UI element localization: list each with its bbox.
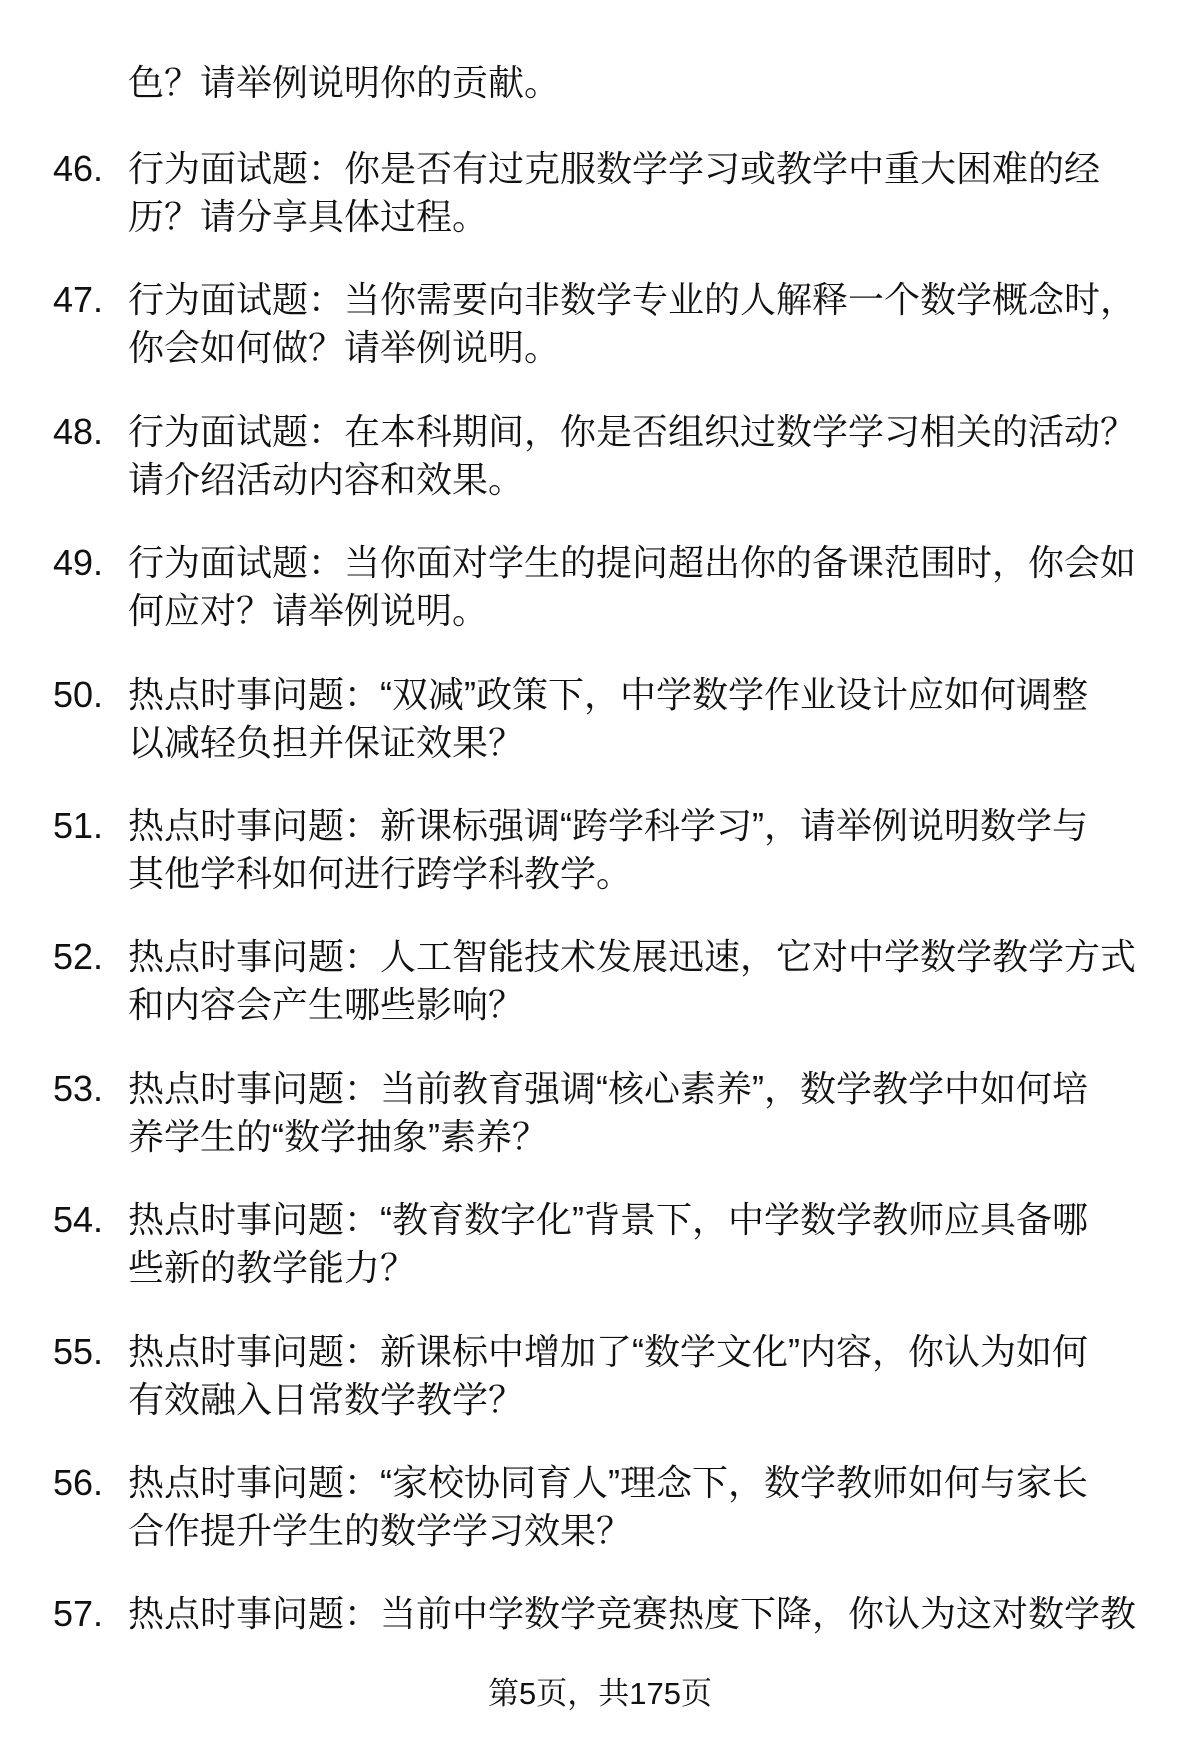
item-number: 56. xyxy=(53,1461,104,1503)
list-item xyxy=(0,276,1200,372)
list-item xyxy=(0,802,1200,898)
list-item xyxy=(0,145,1200,241)
item-text-line: 热点时事问题：当前中学数学竞赛热度下降，你认为这对数学教 xyxy=(128,1593,1137,1635)
item-text-line: 合作提升学生的数学学习效果？ xyxy=(128,1509,633,1551)
list-item xyxy=(0,539,1200,635)
item-number: 57. xyxy=(53,1593,104,1635)
item-text xyxy=(128,1328,1088,1424)
item-number: 53. xyxy=(53,1067,104,1109)
item-text-line: 些新的教学能力？ xyxy=(128,1247,417,1289)
item-text-line: 行为面试题：当你面对学生的提问超出你的备课范围时，你会如 xyxy=(128,542,1137,584)
item-number: 52. xyxy=(53,936,104,978)
item-text-line: 何应对？请举例说明。 xyxy=(128,590,489,632)
item-text-line: 行为面试题：在本科期间，你是否组织过数学学习相关的活动？ xyxy=(128,410,1137,452)
item-text-line: 其他学科如何进行跨学科教学。 xyxy=(128,852,633,894)
item-text xyxy=(128,145,1100,241)
item-number: 46. xyxy=(53,148,104,189)
item-number: 51. xyxy=(53,804,104,846)
list-item xyxy=(0,933,1200,1029)
item-text xyxy=(128,1590,1136,1638)
item-number: 47. xyxy=(53,279,104,321)
item-text-line: 行为面试题：你是否有过克服数学学习或教学中重大困难的经 xyxy=(128,148,1101,189)
continuation-text: 色？请举例说明你的贡献。 xyxy=(128,62,561,103)
item-text-line: 养学生的“数学抽象”素养？ xyxy=(128,1115,548,1157)
item-number: 50. xyxy=(53,673,104,715)
list-item xyxy=(0,1328,1200,1424)
list-item xyxy=(0,1590,1200,1686)
item-text-line: 以减轻负担并保证效果？ xyxy=(128,721,525,763)
item-text xyxy=(128,671,1088,767)
list-item xyxy=(0,1065,1200,1161)
item-text-line: 热点时事问题：新课标强调“跨学科学习”，请举例说明数学与 xyxy=(128,804,1088,846)
item-text-line: 热点时事问题：“家校协同育人”理念下，数学教师如何与家长 xyxy=(128,1461,1088,1503)
item-text xyxy=(128,1196,1088,1292)
item-text-line: 和内容会产生哪些影响？ xyxy=(128,984,525,1026)
item-text xyxy=(128,539,1136,635)
list-item xyxy=(0,671,1200,767)
item-number: 54. xyxy=(53,1199,104,1241)
list-item xyxy=(0,1459,1200,1555)
item-text xyxy=(128,802,1088,898)
item-text-line: 热点时事问题：“教育数字化”背景下，中学数学教师应具备哪 xyxy=(128,1199,1088,1241)
item-text xyxy=(128,408,1136,504)
list-item xyxy=(0,1196,1200,1292)
item-text xyxy=(128,1065,1088,1161)
list-item xyxy=(0,408,1200,504)
item-text-line: 行为面试题：当你需要向非数学专业的人解释一个数学概念时， xyxy=(128,279,1137,321)
item-text-line: 你会如何做？请举例说明。 xyxy=(128,327,561,369)
question-list xyxy=(0,145,1200,1722)
item-number: 49. xyxy=(53,542,104,584)
item-text-line: 热点时事问题：新课标中增加了“数学文化”内容，你认为如何 xyxy=(128,1330,1088,1372)
item-text-line: 热点时事问题：当前教育强调“核心素养”，数学教学中如何培 xyxy=(128,1067,1088,1109)
item-number: 48. xyxy=(53,410,104,452)
item-text-line: 请介绍活动内容和效果。 xyxy=(128,458,525,500)
item-text-line: 热点时事问题：“双减”政策下，中学数学作业设计应如何调整 xyxy=(128,673,1088,715)
item-number: 55. xyxy=(53,1330,104,1372)
item-text-line: 有效融入日常数学教学？ xyxy=(128,1378,525,1420)
item-text xyxy=(128,276,1136,372)
item-text xyxy=(128,933,1136,1029)
item-text-line: 热点时事问题：人工智能技术发展迅速，它对中学数学教学方式 xyxy=(128,936,1137,978)
item-text-line: 历？请分享具体过程。 xyxy=(128,196,489,237)
item-text xyxy=(128,1459,1088,1555)
page-number: 第5页，共175页 xyxy=(488,1676,712,1711)
